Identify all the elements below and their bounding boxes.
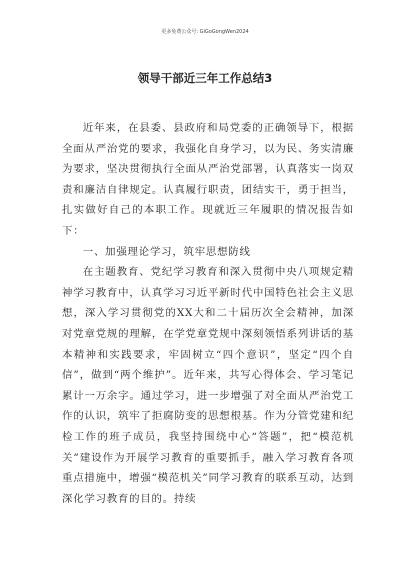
header-note: 更多免费公众号: GiGoGongWen2024 — [161, 29, 249, 35]
document-title: 领导干部近三年工作总结3 — [137, 71, 273, 85]
document-body — [62, 118, 354, 509]
intro-paragraph: 近年来，在县委、县政府和局党委的正确领导下，根据全面从严治党的要求，我强化自身学习，以为民、务实清廉为要求，坚决贯彻执行全面从严治党部署，认真落实一岗双责和廉洁自律规定。认真履行职责，团结实干，勇于担当，扎实做好自己的本职工作。现就近三年履职的情况报告如下： — [62, 122, 354, 237]
section-heading: 一、加强理论学习，筑牢思想防线 — [82, 245, 251, 258]
section-paragraph: 在主题教育、党纪学习教育和深入贯彻中央八项规定精神学习教育中，认真学习习近平新时代中国特色社会主义思想，深入学习贯彻党的XX大和二十届历次全会精神，加深对党章党规的理解，在学党章党规中深刻领悟系列讲话的基本精神和实践要求，牢固树立“四个意识”，坚定“四个自信”，做到“两个维护”。近年来，共写心得体会、学习笔记累计一万余字。通过学习，进一步增强了对全面从严治党工作的认识，筑牢了拒腐防变的思想根基。作为分管党建和纪检工作的班子成员，我坚持围绕中心“答题”，把“模范机关”建设作为开展学习教育的重要抓手，融入学习教育各项重点措施中，增强“模范机关”同学习教育的联系互动，达到深化学习教育的目的。持续 — [62, 266, 354, 505]
